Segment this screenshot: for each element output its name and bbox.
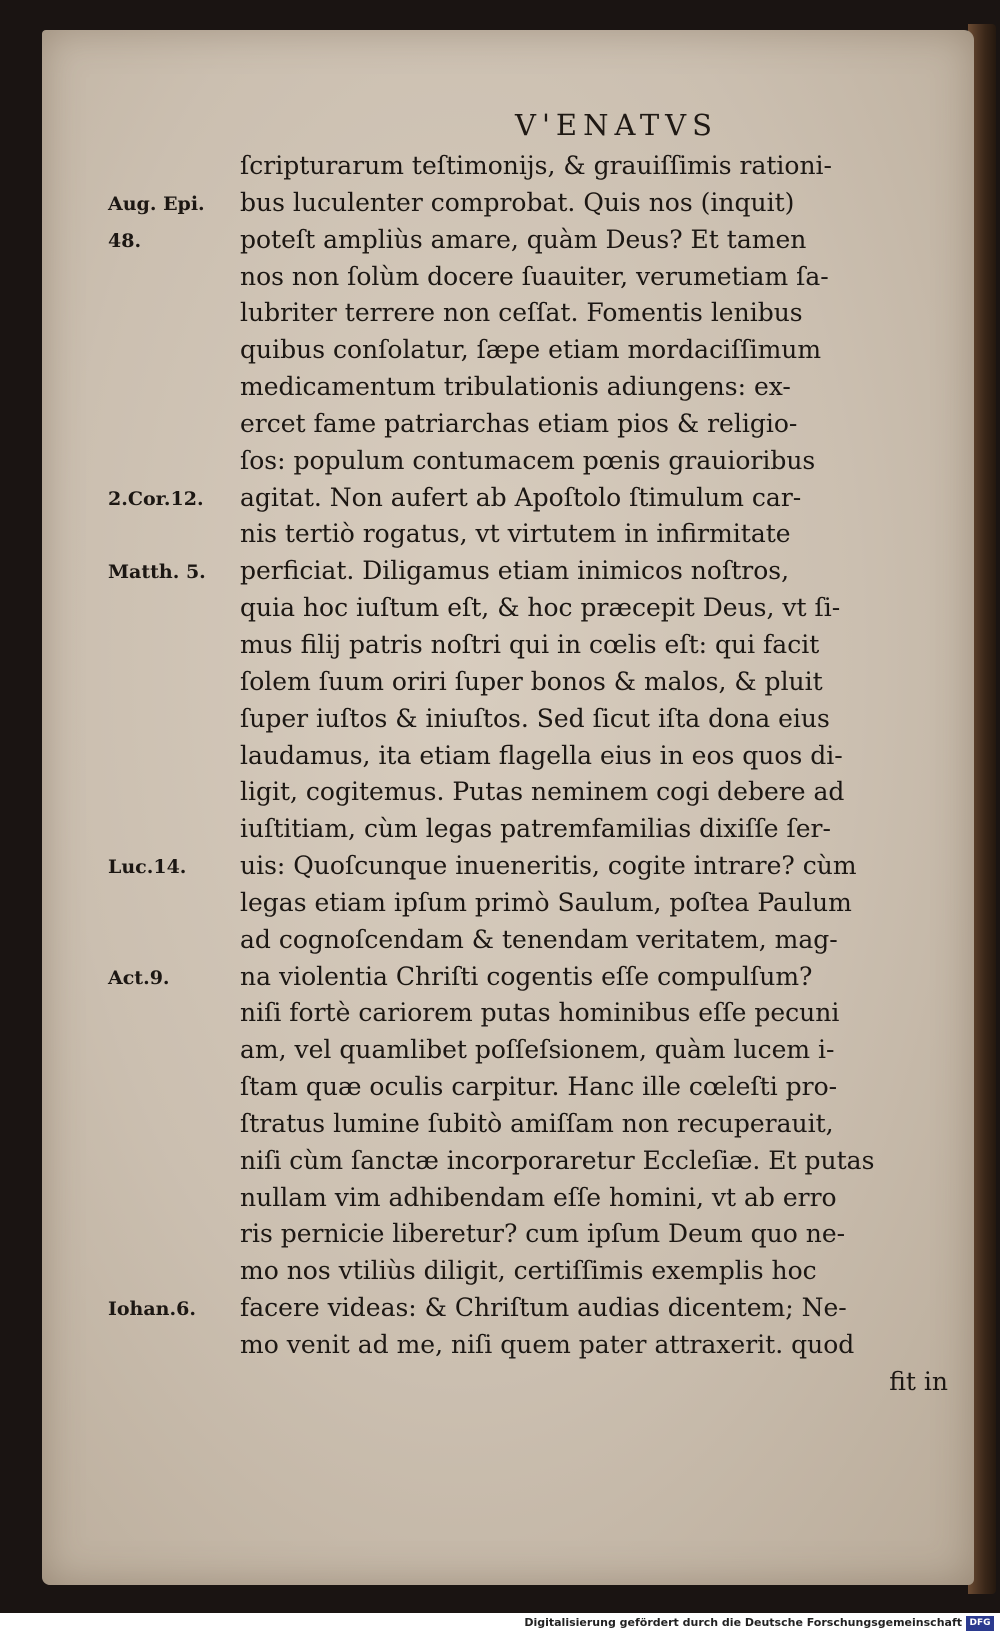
text-line: na violentia Chriſti cogentis eſſe compulſum? xyxy=(240,961,813,991)
margin-note: Aug. Epi. xyxy=(108,192,205,215)
margin-note: Matth. 5. xyxy=(108,561,206,584)
footer-credit: Digitalisierung gefördert durch die Deutsche Forschungsgemeinschaft xyxy=(524,1616,962,1629)
text-line: agitat. Non aufert ab Apoſtolo ſtimulum car- xyxy=(240,482,802,512)
text-line: poteſt ampliùs amare, quàm Deus? Et tamen xyxy=(240,224,807,254)
text-line: ad cognoſcendam & tenendam veritatem, mag- xyxy=(240,924,838,954)
text-line: quia hoc iuſtum eſt, & hoc præcepit Deus, vt ſi- xyxy=(240,593,841,623)
catchword: fit in xyxy=(889,1366,948,1396)
margin-note: Iohan.6. xyxy=(108,1298,196,1321)
text-line: iuſtitiam, cùm legas patremfamilias dixiſſe ſer- xyxy=(240,814,831,844)
text-line: nullam vim adhibendam eſſe homini, vt ab erro xyxy=(240,1182,837,1212)
text-line: ſos: populum contumacem pœnis grauioribus xyxy=(240,445,816,475)
text-line: ſolem ſuum oriri ſuper bonos & malos, & pluit xyxy=(240,666,823,696)
text-line: mo nos vtiliùs diligit, certiſſimis exemplis hoc xyxy=(240,1256,817,1286)
margin-note: 48. xyxy=(108,229,142,252)
text-line: legas etiam ipſum primò Saulum, poſtea Paulum xyxy=(240,887,852,917)
text-line: medicamentum tribulationis adiungens: ex- xyxy=(240,372,791,402)
text-line: niſi fortè cariorem putas hominibus eſſe pecuni xyxy=(240,998,840,1028)
text-line: laudamus, ita etiam flagella eius in eos quos di- xyxy=(240,740,843,770)
text-line: nos non ſolùm docere ſuauiter, verumetiam ſa- xyxy=(240,261,829,291)
dfg-logo: DFG xyxy=(966,1616,994,1631)
text-line: mo venit ad me, niſi quem pater attraxerit. quod xyxy=(240,1330,855,1359)
text-line: ſtratus lumine ſubitò amiſſam non recuperauit, xyxy=(240,1108,834,1138)
margin-note: 2.Cor.12. xyxy=(108,487,204,510)
text-line: ſtam quæ oculis carpitur. Hanc ille cœleſti pro- xyxy=(240,1072,838,1102)
text-line: ligit, cogitemus. Putas neminem cogi debere ad xyxy=(240,777,845,807)
main-text-block xyxy=(240,148,948,1401)
text-line: ſuper iuſtos & iniuſtos. Sed ſicut iſta dona eius xyxy=(240,703,830,733)
text-line: ſcripturarum teſtimonijs, & grauiſſimis rationi- xyxy=(240,151,833,180)
text-line: uis: Quoſcunque inueneritis, cogite intrare? cùm xyxy=(240,851,857,881)
running-head: V'ENATVS xyxy=(515,108,718,142)
text-line: ercet fame patriarchas etiam pios & religio- xyxy=(240,408,798,438)
text-line: bus luculenter comprobat. Quis nos (inquit) xyxy=(240,187,795,217)
text-line: lubriter terrere non ceſſat. Fomentis lenibus xyxy=(240,298,803,328)
footer-bar xyxy=(0,1613,1000,1635)
text-line: mus filij patris noſtri qui in cœlis eſt: qui facit xyxy=(240,629,820,659)
text-line: am, vel quamlibet poſſeſsionem, quàm lucem i- xyxy=(240,1035,835,1065)
text-line: ris pernicie liberetur? cum ipſum Deum quo ne- xyxy=(240,1219,846,1249)
margin-note: Luc.14. xyxy=(108,856,187,879)
margin-note: Act.9. xyxy=(108,966,170,989)
text-line: niſi cùm ſanctæ incorporaretur Eccleſiæ. Et putas xyxy=(240,1145,875,1175)
text-line: nis tertiò rogatus, vt virtutem in infirmitate xyxy=(240,519,791,549)
text-line: quibus conſolatur, ſæpe etiam mordaciſſimum xyxy=(240,335,822,365)
text-line: facere videas: & Chriſtum audias dicentem; Ne- xyxy=(240,1293,847,1323)
text-line: perficiat. Diligamus etiam inimicos noſtros, xyxy=(240,556,790,586)
